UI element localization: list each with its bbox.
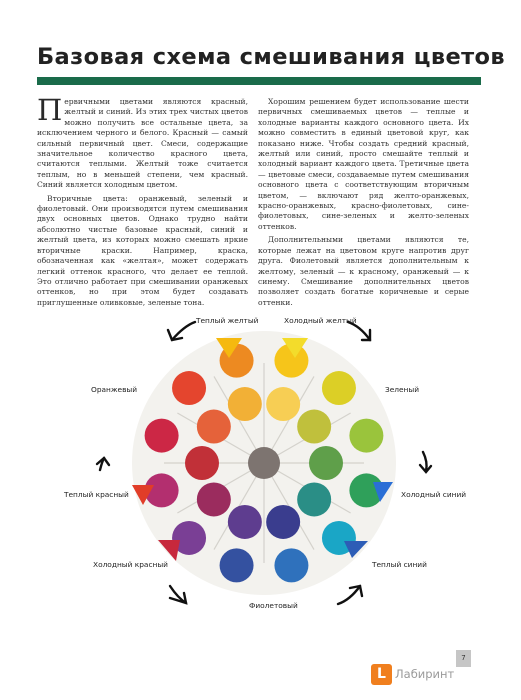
outer-color-swatch <box>349 419 383 453</box>
paragraph: Дополнительными цветами являются те, которые лежат на цветовом круге напротив друг друга. Фиолетовый является дополнительным к желтому, зеленый — к красному, оранжевый — к синему. Смешивание дополнительных цветов позволяет создать богатые коричневые и серые оттенки. <box>258 235 469 307</box>
label-warm-red: Теплый красный <box>64 490 129 499</box>
page-title: Базовая схема смешивания цветов <box>37 44 506 70</box>
paragraph-text: ервичными цветами являются красный, желтый и синий. Из этих трех чистых цветов можно получить все остальные цвета, за исключением черного и белого. Красный — самый сильный первичный цвет. Смеси, содержащие значительное количество красного цвета, считаются теплыми. Желтый тоже считается теплым, но в меньшей степени, чем красный. Синий является холодным цветом. <box>37 97 248 190</box>
outer-color-swatch <box>145 419 179 453</box>
label-violet: Фиолетовый <box>249 601 298 610</box>
inner-color-swatch <box>228 387 262 421</box>
outer-color-swatch <box>220 548 254 582</box>
label-cool-red: Холодный красный <box>93 560 168 569</box>
labirint-logo-text: Лабиринт <box>395 667 455 681</box>
center-circle <box>248 447 280 479</box>
drop-cap: П <box>37 93 63 127</box>
label-warm-blue: Теплый синий <box>372 560 427 569</box>
inner-color-swatch <box>266 387 300 421</box>
outer-color-swatch <box>322 371 356 405</box>
label-orange: Оранжевый <box>91 385 138 394</box>
inner-color-swatch <box>297 482 331 516</box>
inner-color-swatch <box>266 505 300 539</box>
inner-color-swatch <box>197 410 231 444</box>
inner-color-swatch <box>309 446 343 480</box>
inner-color-swatch <box>197 482 231 516</box>
label-warm-yellow: Теплый желтый <box>196 316 259 325</box>
inner-color-swatch <box>185 446 219 480</box>
outer-color-swatch <box>172 371 206 405</box>
paragraph: Хорошим решением будет использование шести первичных смешиваемых цветов — теплые и холодные варианты каждого основного цвета. Их можно совместить в единый цветовой круг, как показано ниже. Чтобы создать средний красный, желтый или синий, просто смешайте теплый и холодный вариант каждого цвета. Третичные цвета — цветовые смеси, создаваемые путем смешивания основного цвета с соответствующим вторичным цветом, — включают ряд желто-оранжевых, красно-оранжевых, красно-фиолетовых, сине-фиолетовых, сине-зеленых и желто-зеленых оттенков. <box>258 97 469 231</box>
paragraph: Вторичные цвета: оранжевый, зеленый и фиолетовый. Они производятся путем смешивания двух основных цветов. Однако трудно найти абсолютно чистые базовые красный, синий и желтый цвета, из которых можно смешать яркие вторичные краски. Например, краска, обозначенная как «желтая», может содержать легкий оттенок красного, что делает ее теплой. Это отлично работает при смешивании оранжевых оттенков, но при этом будет создавать приглушенные оливковые, зеленые тона. <box>37 193 248 307</box>
inner-color-swatch <box>297 410 331 444</box>
outer-color-swatch <box>274 548 308 582</box>
arrow-icon <box>172 322 195 340</box>
label-green: Зеленый <box>385 385 420 394</box>
arrow-icon <box>338 586 360 604</box>
labirint-logo-badge: L <box>371 664 392 685</box>
label-cool-yellow: Холодный желтый <box>284 316 357 325</box>
label-cool-blue: Холодный синий <box>401 490 467 499</box>
inner-color-swatch <box>228 505 262 539</box>
page-number: 7 <box>456 650 471 667</box>
